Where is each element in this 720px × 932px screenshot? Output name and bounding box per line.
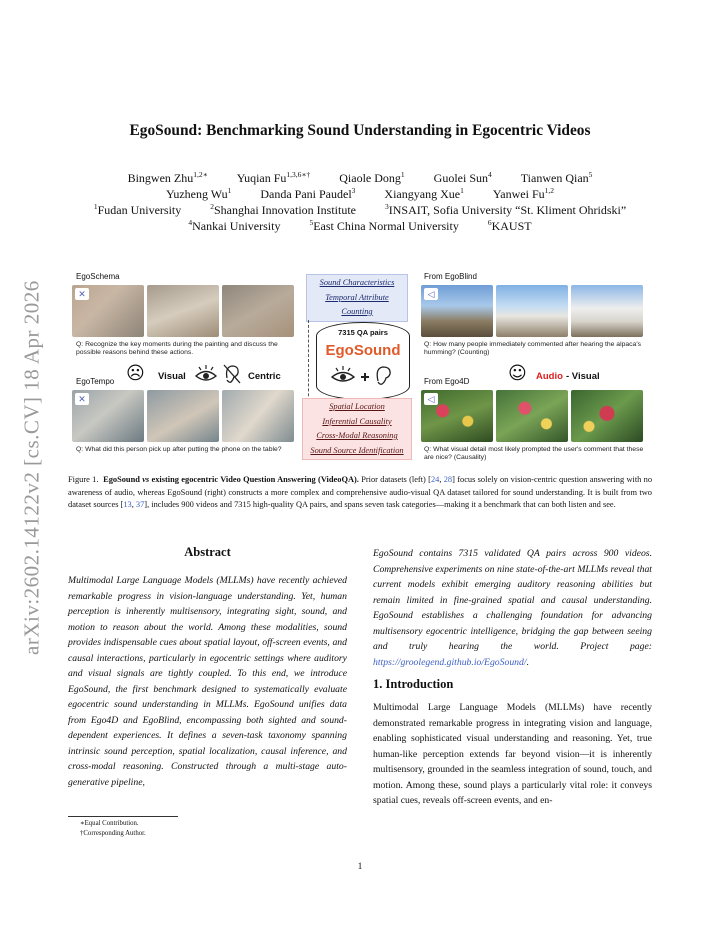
project-page-link[interactable]: https://groolegend.github.io/EgoSound/ (373, 656, 527, 668)
author: Qiaole Dong$^1$ (339, 170, 405, 185)
footnote-equal: ∗Equal Contribution. (80, 820, 139, 827)
arxiv-identifier: arXiv:2602.14122v2 [cs.CV] 18 Apr 2026 (19, 280, 44, 656)
author: Guolei Sun$^4$ (433, 170, 492, 185)
affiliation: $^4$Nankai University (188, 218, 281, 233)
author-block (60, 170, 660, 234)
smile-face-icon: ☺ (508, 363, 527, 384)
figure-caption: Figure 1. EgoSound vs existing egocentric Video Question Answering (VideoQA). Prior datasets (left) [24, 28] focus solely on vision-centric question answering with no awareness of audio, whereas EgoSound (right) constructs a more complex and comprehensive audio-visual QA dataset tailored for sound understanding. It is built from two dataset sources [13, 37], includes 900 videos and 7315 high-quality QA pairs, and spans seven task categories—making it a benchmark that can both listen and see. (68, 475, 653, 510)
author: Danda Pani Paudel$^3$ (260, 186, 356, 201)
abstract-heading: Abstract (184, 545, 231, 559)
author: Xiangyang Xue$^1$ (384, 186, 464, 201)
abstract-continued: EgoSound contains 7315 validated QA pairs across 900 videos. Comprehensive experiments on nine state-of-the-art MLLMs reveal that current models exhibit emerging auditory reasoning abilities but remain limited in fine-grained spatial and causal understanding. EgoSound establishes a challenging foundation for advancing multisensory egocentric intelligence, bridging the gap between seeing and truly hearing the world. Project page: https://groolegend.github.io/EgoSound/. (373, 548, 652, 668)
affiliation: $^3$INSAIT, Sofia University “St. Kliment Ohridski” (384, 202, 627, 217)
author: Yuqian $Fu^{1,3,6∗\dagger}$ (236, 170, 311, 185)
egotempo-frames (72, 390, 294, 442)
muted-ear-icon (222, 363, 242, 385)
qa-pairs-count: 7315 QA pairs (338, 328, 388, 337)
muted-speaker-icon: ✕ (75, 288, 89, 300)
paper-title: EgoSound: Benchmarking Sound Understanding in Egocentric Videos (129, 122, 591, 139)
task-counting: Counting (341, 307, 373, 316)
affiliation-row-1 (60, 202, 660, 218)
video-frame (571, 390, 643, 442)
muted-speaker-icon: ✕ (75, 393, 89, 405)
connector-line (308, 320, 309, 406)
eye-icon (194, 363, 218, 385)
centric-label: Centric (248, 371, 281, 382)
egotempo-label: EgoTempo (76, 377, 115, 386)
ego4d-question: Q: What visual detail most likely prompted the user's comment that these are nice? (Causality) (424, 446, 644, 462)
introduction-heading: 1. Introduction (373, 677, 454, 691)
citation-link[interactable]: 37 (135, 500, 145, 510)
author: Yuzheng Wu$^1$ (165, 186, 232, 201)
affiliation: $^6$KAUST (487, 218, 532, 233)
video-frame (421, 285, 493, 337)
sad-face-icon: ☹ (126, 363, 145, 384)
task-inferential-causality: Inferential Causality (322, 416, 392, 426)
footnote-corresponding: †Corresponding Author. (80, 829, 146, 837)
author-row-1 (60, 170, 660, 186)
author: Yanwei Fu$^{1,2}$ (492, 186, 554, 201)
egoschema-question: Q: Recognize the key moments during the painting and discuss the possible reasons behind these actions. (76, 341, 278, 357)
page-number: 1 (357, 862, 363, 872)
task-spatial-location: Spatial Location (329, 402, 385, 411)
video-frame (147, 285, 219, 337)
audio-task-list (306, 274, 408, 322)
egoschema-label: EgoSchema (76, 272, 120, 281)
affiliation-row-2 (60, 218, 660, 234)
footnote-rule (68, 816, 178, 817)
author-row-2 (60, 186, 660, 202)
video-frame (147, 390, 219, 442)
affiliation: $^5$East China Normal University (309, 218, 459, 233)
author: Tianwen Qian$^5$ (520, 170, 593, 185)
affiliation: $^2$Shanghai Innovation Institute (210, 202, 356, 217)
ego4d-frames (421, 390, 643, 442)
task-sound-source-identification: Sound Source Identification (310, 445, 404, 455)
audio-label: Audio (536, 371, 563, 382)
video-frame (496, 390, 568, 442)
author: Bingwen Zhu$^{1,2∗}$ (127, 170, 208, 185)
video-frame (222, 390, 294, 442)
speaker-icon: ◁ (424, 288, 438, 300)
citation-link[interactable]: 28 (443, 475, 453, 484)
video-frame (421, 390, 493, 442)
egoblind-question: Q: How many people immediately commented after hearing the alpaca's humming? (Counting) (424, 341, 642, 357)
task-temporal-attribute: Temporal Attribute (325, 292, 389, 302)
egotempo-question: Q: What did this person pick up after putting the phone on the table? (76, 446, 282, 453)
abstract-text: Multimodal Large Language Models (MLLMs) have recently achieved remarkable progress in vision-language understanding. Yet, human perception is inherently multisensory, integrating sight, sound, and motion to reason about the world. Among these modalities, sound provides indispensable cues about spatial layout, off-screen events, and causal interactions, particularly in egocentric settings where auditory and visual signals are tightly coupled. To this end, we introduce EgoSound, the first benchmark designed to systematically evaluate egocentric sound understanding in MLLMs. EgoSound unifies data from Ego4D and EgoBlind, encompassing both sighted and sound-dependent experiences. It defines a seven-task taxonomy spanning intrinsic sound perception, spatial localization, causal inference, and cross-modal reasoning. Constructed through a multi-stage auto-generative pipeline, (68, 575, 347, 788)
egosound-logo-text: EgoSound (325, 342, 401, 359)
video-frame (571, 285, 643, 337)
visual-label: Visual (158, 371, 186, 382)
footnotes (68, 819, 347, 838)
ego4d-label: From Ego4D (424, 377, 470, 386)
egoblind-frames (421, 285, 643, 337)
speaker-icon: ◁ (424, 393, 438, 405)
eye-plus-ear-icon (330, 362, 400, 388)
audio-visual-suffix: - Visual (566, 371, 600, 382)
egoblind-label: From EgoBlind (424, 272, 477, 281)
video-frame (496, 285, 568, 337)
affiliation: $^1$Fudan University (93, 202, 182, 217)
video-frame (72, 390, 144, 442)
citation-link[interactable]: 13 (123, 500, 132, 510)
audio-visual-task-list (302, 398, 412, 460)
egoschema-frames (72, 285, 294, 337)
task-cross-modal-reasoning: Cross-Modal Reasoning (316, 431, 398, 440)
task-sound-characteristics: Sound Characteristics (319, 278, 395, 287)
video-frame (72, 285, 144, 337)
citation-link[interactable]: 24 (430, 475, 440, 484)
video-frame (222, 285, 294, 337)
introduction-text: Multimodal Large Language Models (MLLMs) have recently demonstrated remarkable progress in integrating vision and language, enabling sophisticated visual understanding and reasoning. Yet, true human-like perception extends far beyond vision—it is inherently multisensory, grounded in the seamless integration of sound, touch, and motion. Among these, sound plays a particularly vital role: it conveys spatial cues, reveals off-screen events, and en- (373, 702, 652, 806)
